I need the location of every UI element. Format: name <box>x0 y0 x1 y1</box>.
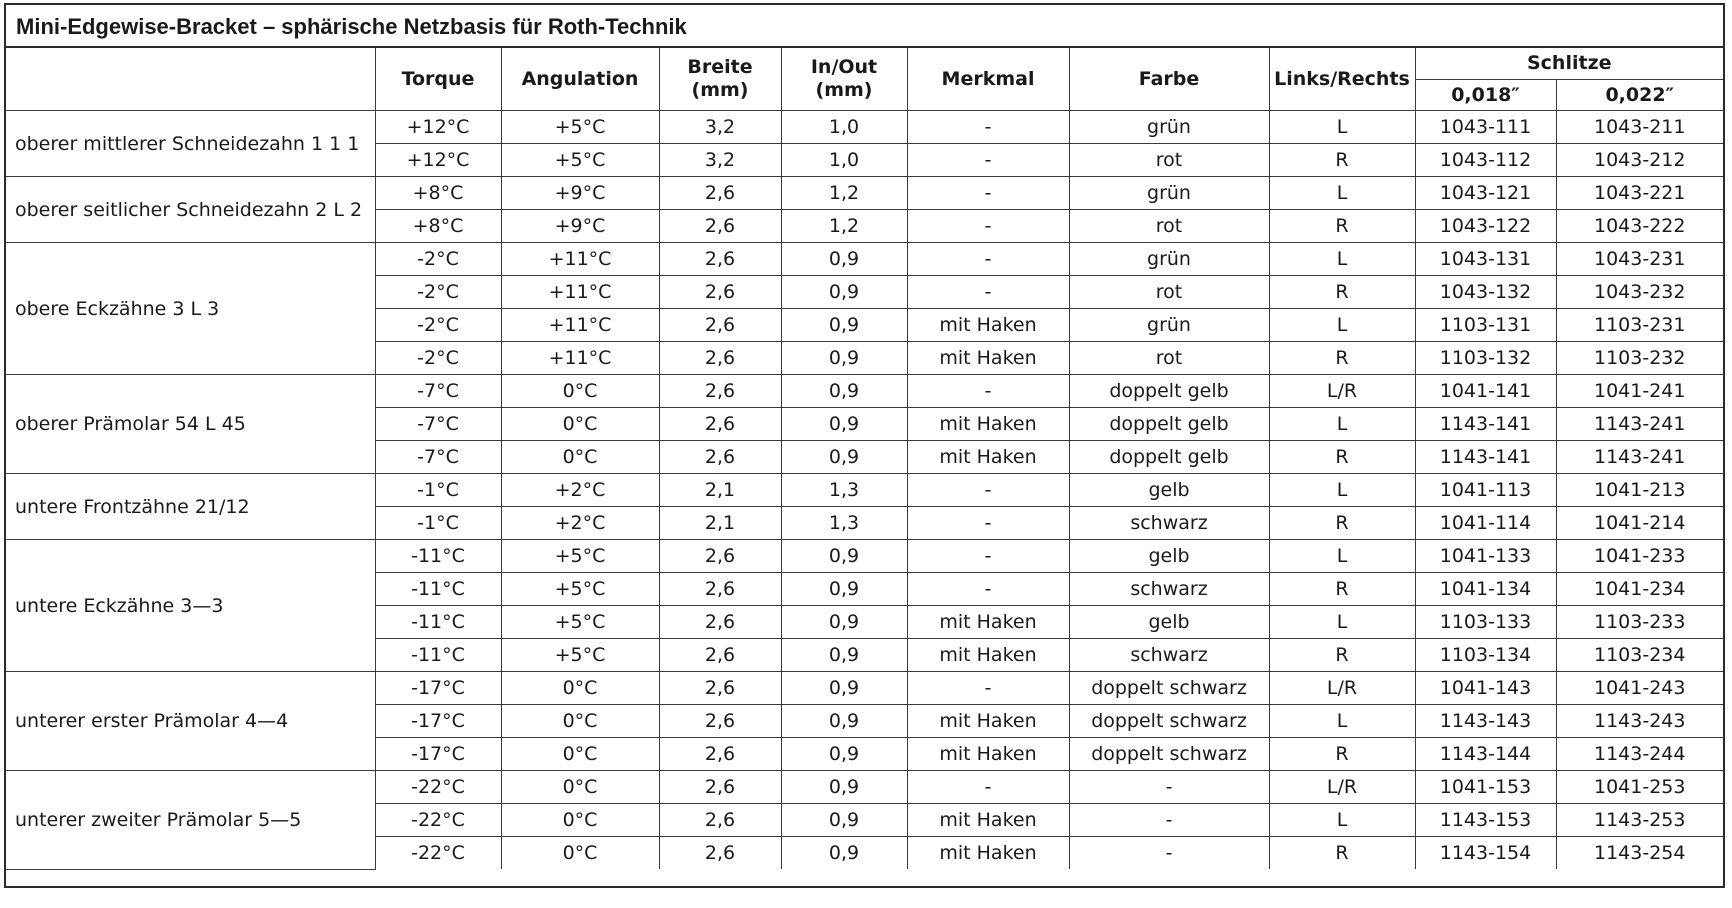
slot-018-cell: 1143-141 <box>1415 441 1556 474</box>
slot-022-cell: 1103-233 <box>1556 606 1723 639</box>
merkmal-cell: - <box>907 507 1069 540</box>
farbe-cell: grün <box>1069 243 1269 276</box>
angulation-cell: +2°C <box>501 507 659 540</box>
merkmal-cell: mit Haken <box>907 804 1069 837</box>
torque-cell: -17°C <box>375 738 501 771</box>
torque-cell: -17°C <box>375 705 501 738</box>
angulation-cell: +11°C <box>501 342 659 375</box>
inout-cell: 0,9 <box>781 408 907 441</box>
inout-cell: 0,9 <box>781 309 907 342</box>
header-inout-unit: (mm) <box>815 79 873 101</box>
links-rechts-cell: R <box>1269 441 1415 474</box>
merkmal-cell: - <box>907 243 1069 276</box>
links-rechts-cell: L/R <box>1269 375 1415 408</box>
merkmal-cell: - <box>907 177 1069 210</box>
links-rechts-cell: R <box>1269 342 1415 375</box>
slot-022-cell: 1043-212 <box>1556 144 1723 177</box>
angulation-cell: 0°C <box>501 441 659 474</box>
inout-cell: 1,0 <box>781 111 907 144</box>
breite-cell: 2,6 <box>659 441 781 474</box>
angulation-cell: 0°C <box>501 375 659 408</box>
slot-022-cell: 1143-241 <box>1556 408 1723 441</box>
links-rechts-cell: L <box>1269 408 1415 441</box>
merkmal-cell: mit Haken <box>907 639 1069 672</box>
links-rechts-cell: L/R <box>1269 771 1415 804</box>
merkmal-cell: mit Haken <box>907 441 1069 474</box>
bracket-table-frame <box>4 3 1725 888</box>
slot-018-cell: 1143-144 <box>1415 738 1556 771</box>
header-farbe: Farbe <box>1069 48 1269 111</box>
angulation-cell: 0°C <box>501 837 659 870</box>
header-slot-022: 0,022″ <box>1556 80 1723 111</box>
breite-cell: 2,6 <box>659 243 781 276</box>
slot-022-cell: 1043-231 <box>1556 243 1723 276</box>
torque-cell: +8°C <box>375 177 501 210</box>
farbe-cell: grün <box>1069 309 1269 342</box>
breite-cell: 2,6 <box>659 738 781 771</box>
breite-cell: 2,6 <box>659 342 781 375</box>
angulation-cell: +5°C <box>501 606 659 639</box>
table-row <box>6 771 1723 804</box>
breite-cell: 2,6 <box>659 573 781 606</box>
header-inout <box>781 48 907 111</box>
torque-cell: -22°C <box>375 771 501 804</box>
table-body <box>6 111 1723 870</box>
slot-018-cell: 1041-153 <box>1415 771 1556 804</box>
merkmal-cell: - <box>907 771 1069 804</box>
slot-022-cell: 1143-254 <box>1556 837 1723 870</box>
inout-cell: 1,3 <box>781 507 907 540</box>
inout-cell: 0,9 <box>781 375 907 408</box>
inout-cell: 0,9 <box>781 771 907 804</box>
merkmal-cell: mit Haken <box>907 309 1069 342</box>
links-rechts-cell: L/R <box>1269 672 1415 705</box>
farbe-cell: - <box>1069 804 1269 837</box>
bracket-table <box>6 48 1723 870</box>
tooth-group-label: obere Eckzähne 3 L 3 <box>6 243 375 375</box>
torque-cell: +12°C <box>375 144 501 177</box>
slot-022-cell: 1143-243 <box>1556 705 1723 738</box>
torque-cell: -1°C <box>375 474 501 507</box>
torque-cell: -2°C <box>375 243 501 276</box>
breite-cell: 2,6 <box>659 639 781 672</box>
farbe-cell: doppelt schwarz <box>1069 738 1269 771</box>
slot-022-cell: 1043-221 <box>1556 177 1723 210</box>
inout-cell: 0,9 <box>781 804 907 837</box>
breite-cell: 2,6 <box>659 837 781 870</box>
tooth-group-label: oberer Prämolar 54 L 45 <box>6 375 375 474</box>
merkmal-cell: - <box>907 672 1069 705</box>
merkmal-cell: - <box>907 210 1069 243</box>
angulation-cell: 0°C <box>501 705 659 738</box>
slot-022-cell: 1041-213 <box>1556 474 1723 507</box>
slot-018-cell: 1041-113 <box>1415 474 1556 507</box>
tooth-group-label: untere Eckzähne 3—3 <box>6 540 375 672</box>
links-rechts-cell: R <box>1269 276 1415 309</box>
links-rechts-cell: R <box>1269 507 1415 540</box>
slot-018-cell: 1103-134 <box>1415 639 1556 672</box>
farbe-cell: grün <box>1069 111 1269 144</box>
torque-cell: -11°C <box>375 540 501 573</box>
links-rechts-cell: R <box>1269 210 1415 243</box>
inout-cell: 0,9 <box>781 705 907 738</box>
angulation-cell: 0°C <box>501 408 659 441</box>
slot-022-cell: 1103-232 <box>1556 342 1723 375</box>
slot-018-cell: 1143-153 <box>1415 804 1556 837</box>
slot-022-cell: 1043-211 <box>1556 111 1723 144</box>
farbe-cell: gelb <box>1069 540 1269 573</box>
slot-018-cell: 1103-131 <box>1415 309 1556 342</box>
slot-022-cell: 1043-222 <box>1556 210 1723 243</box>
angulation-cell: 0°C <box>501 804 659 837</box>
angulation-cell: +5°C <box>501 573 659 606</box>
inout-cell: 1,0 <box>781 144 907 177</box>
farbe-cell: rot <box>1069 342 1269 375</box>
slot-018-cell: 1041-114 <box>1415 507 1556 540</box>
angulation-cell: +11°C <box>501 309 659 342</box>
inout-cell: 0,9 <box>781 573 907 606</box>
slot-022-cell: 1143-253 <box>1556 804 1723 837</box>
inout-cell: 0,9 <box>781 672 907 705</box>
inout-cell: 0,9 <box>781 441 907 474</box>
links-rechts-cell: R <box>1269 738 1415 771</box>
slot-018-cell: 1043-122 <box>1415 210 1556 243</box>
header-group <box>6 48 375 111</box>
breite-cell: 2,6 <box>659 540 781 573</box>
breite-cell: 2,1 <box>659 474 781 507</box>
farbe-cell: gelb <box>1069 474 1269 507</box>
slot-018-cell: 1041-143 <box>1415 672 1556 705</box>
tooth-group-label: unterer zweiter Prämolar 5—5 <box>6 771 375 870</box>
angulation-cell: +11°C <box>501 276 659 309</box>
farbe-cell: grün <box>1069 177 1269 210</box>
merkmal-cell: - <box>907 573 1069 606</box>
angulation-cell: +9°C <box>501 177 659 210</box>
header-slot-018: 0,018″ <box>1415 80 1556 111</box>
breite-cell: 2,6 <box>659 804 781 837</box>
links-rechts-cell: L <box>1269 309 1415 342</box>
breite-cell: 2,6 <box>659 672 781 705</box>
links-rechts-cell: L <box>1269 243 1415 276</box>
links-rechts-cell: L <box>1269 474 1415 507</box>
merkmal-cell: - <box>907 111 1069 144</box>
links-rechts-cell: L <box>1269 177 1415 210</box>
torque-cell: -7°C <box>375 441 501 474</box>
slot-022-cell: 1041-241 <box>1556 375 1723 408</box>
farbe-cell: rot <box>1069 276 1269 309</box>
header-inout-label: In/Out <box>810 56 878 78</box>
torque-cell: -11°C <box>375 573 501 606</box>
torque-cell: -7°C <box>375 408 501 441</box>
tooth-group-label: oberer seitlicher Schneidezahn 2 L 2 <box>6 177 375 243</box>
slot-018-cell: 1143-141 <box>1415 408 1556 441</box>
breite-cell: 3,2 <box>659 144 781 177</box>
angulation-cell: 0°C <box>501 771 659 804</box>
inout-cell: 1,3 <box>781 474 907 507</box>
torque-cell: -2°C <box>375 276 501 309</box>
farbe-cell: schwarz <box>1069 639 1269 672</box>
links-rechts-cell: L <box>1269 705 1415 738</box>
tooth-group-label: oberer mittlerer Schneidezahn 1 1 1 <box>6 111 375 177</box>
farbe-cell: doppelt gelb <box>1069 441 1269 474</box>
slot-018-cell: 1143-154 <box>1415 837 1556 870</box>
slot-022-cell: 1143-244 <box>1556 738 1723 771</box>
table-title: Mini-Edgewise-Bracket – sphärische Netzbasis für Roth-Technik <box>6 5 1723 48</box>
angulation-cell: +5°C <box>501 111 659 144</box>
merkmal-cell: - <box>907 375 1069 408</box>
farbe-cell: doppelt schwarz <box>1069 705 1269 738</box>
torque-cell: -22°C <box>375 837 501 870</box>
torque-cell: -2°C <box>375 309 501 342</box>
farbe-cell: gelb <box>1069 606 1269 639</box>
slot-018-cell: 1043-111 <box>1415 111 1556 144</box>
table-row <box>6 177 1723 210</box>
inout-cell: 0,9 <box>781 342 907 375</box>
farbe-cell: - <box>1069 837 1269 870</box>
tooth-group-label: untere Frontzähne 21/12 <box>6 474 375 540</box>
merkmal-cell: - <box>907 540 1069 573</box>
table-row <box>6 672 1723 705</box>
angulation-cell: 0°C <box>501 738 659 771</box>
farbe-cell: rot <box>1069 144 1269 177</box>
table-row <box>6 111 1723 144</box>
breite-cell: 2,6 <box>659 771 781 804</box>
angulation-cell: +9°C <box>501 210 659 243</box>
torque-cell: -7°C <box>375 375 501 408</box>
breite-cell: 2,1 <box>659 507 781 540</box>
angulation-cell: 0°C <box>501 672 659 705</box>
slot-018-cell: 1041-133 <box>1415 540 1556 573</box>
breite-cell: 2,6 <box>659 606 781 639</box>
inout-cell: 1,2 <box>781 210 907 243</box>
inout-cell: 0,9 <box>781 243 907 276</box>
angulation-cell: +5°C <box>501 144 659 177</box>
header-angulation: Angulation <box>501 48 659 111</box>
merkmal-cell: mit Haken <box>907 408 1069 441</box>
links-rechts-cell: R <box>1269 573 1415 606</box>
merkmal-cell: mit Haken <box>907 837 1069 870</box>
breite-cell: 2,6 <box>659 408 781 441</box>
slot-018-cell: 1041-134 <box>1415 573 1556 606</box>
slot-022-cell: 1043-232 <box>1556 276 1723 309</box>
header-breite-label: Breite <box>687 56 753 78</box>
merkmal-cell: - <box>907 474 1069 507</box>
inout-cell: 1,2 <box>781 177 907 210</box>
slot-022-cell: 1103-231 <box>1556 309 1723 342</box>
slot-022-cell: 1041-233 <box>1556 540 1723 573</box>
torque-cell: -17°C <box>375 672 501 705</box>
slot-022-cell: 1103-234 <box>1556 639 1723 672</box>
merkmal-cell: mit Haken <box>907 705 1069 738</box>
table-row <box>6 243 1723 276</box>
breite-cell: 2,6 <box>659 705 781 738</box>
torque-cell: -2°C <box>375 342 501 375</box>
torque-cell: -1°C <box>375 507 501 540</box>
inout-cell: 0,9 <box>781 639 907 672</box>
table-row <box>6 375 1723 408</box>
angulation-cell: +11°C <box>501 243 659 276</box>
inout-cell: 0,9 <box>781 540 907 573</box>
torque-cell: +12°C <box>375 111 501 144</box>
tooth-group-label: unterer erster Prämolar 4—4 <box>6 672 375 771</box>
inout-cell: 0,9 <box>781 837 907 870</box>
slot-018-cell: 1043-131 <box>1415 243 1556 276</box>
slot-018-cell: 1103-132 <box>1415 342 1556 375</box>
links-rechts-cell: L <box>1269 606 1415 639</box>
merkmal-cell: - <box>907 144 1069 177</box>
farbe-cell: doppelt schwarz <box>1069 672 1269 705</box>
header-torque: Torque <box>375 48 501 111</box>
links-rechts-cell: R <box>1269 144 1415 177</box>
slot-022-cell: 1143-241 <box>1556 441 1723 474</box>
merkmal-cell: mit Haken <box>907 606 1069 639</box>
links-rechts-cell: L <box>1269 804 1415 837</box>
farbe-cell: doppelt gelb <box>1069 375 1269 408</box>
angulation-cell: +5°C <box>501 639 659 672</box>
torque-cell: -22°C <box>375 804 501 837</box>
links-rechts-cell: R <box>1269 639 1415 672</box>
torque-cell: -11°C <box>375 639 501 672</box>
breite-cell: 3,2 <box>659 111 781 144</box>
breite-cell: 2,6 <box>659 177 781 210</box>
torque-cell: +8°C <box>375 210 501 243</box>
merkmal-cell: mit Haken <box>907 738 1069 771</box>
breite-cell: 2,6 <box>659 309 781 342</box>
slot-018-cell: 1043-132 <box>1415 276 1556 309</box>
inout-cell: 0,9 <box>781 738 907 771</box>
slot-022-cell: 1041-214 <box>1556 507 1723 540</box>
angulation-cell: +5°C <box>501 540 659 573</box>
farbe-cell: - <box>1069 771 1269 804</box>
header-breite-unit: (mm) <box>691 79 749 101</box>
angulation-cell: +2°C <box>501 474 659 507</box>
farbe-cell: schwarz <box>1069 573 1269 606</box>
slot-022-cell: 1041-243 <box>1556 672 1723 705</box>
farbe-cell: rot <box>1069 210 1269 243</box>
header-merkmal: Merkmal <box>907 48 1069 111</box>
header-links-rechts: Links/Rechts <box>1269 48 1415 111</box>
table-row <box>6 474 1723 507</box>
table-row <box>6 540 1723 573</box>
slot-022-cell: 1041-253 <box>1556 771 1723 804</box>
farbe-cell: schwarz <box>1069 507 1269 540</box>
table-header <box>6 48 1723 111</box>
inout-cell: 0,9 <box>781 276 907 309</box>
slot-018-cell: 1043-121 <box>1415 177 1556 210</box>
merkmal-cell: mit Haken <box>907 342 1069 375</box>
merkmal-cell: - <box>907 276 1069 309</box>
slot-018-cell: 1043-112 <box>1415 144 1556 177</box>
header-schlitze: Schlitze <box>1415 48 1723 80</box>
links-rechts-cell: L <box>1269 111 1415 144</box>
links-rechts-cell: R <box>1269 837 1415 870</box>
header-breite <box>659 48 781 111</box>
slot-018-cell: 1143-143 <box>1415 705 1556 738</box>
breite-cell: 2,6 <box>659 276 781 309</box>
links-rechts-cell: L <box>1269 540 1415 573</box>
slot-018-cell: 1041-141 <box>1415 375 1556 408</box>
slot-018-cell: 1103-133 <box>1415 606 1556 639</box>
torque-cell: -11°C <box>375 606 501 639</box>
inout-cell: 0,9 <box>781 606 907 639</box>
farbe-cell: doppelt gelb <box>1069 408 1269 441</box>
slot-022-cell: 1041-234 <box>1556 573 1723 606</box>
breite-cell: 2,6 <box>659 210 781 243</box>
breite-cell: 2,6 <box>659 375 781 408</box>
